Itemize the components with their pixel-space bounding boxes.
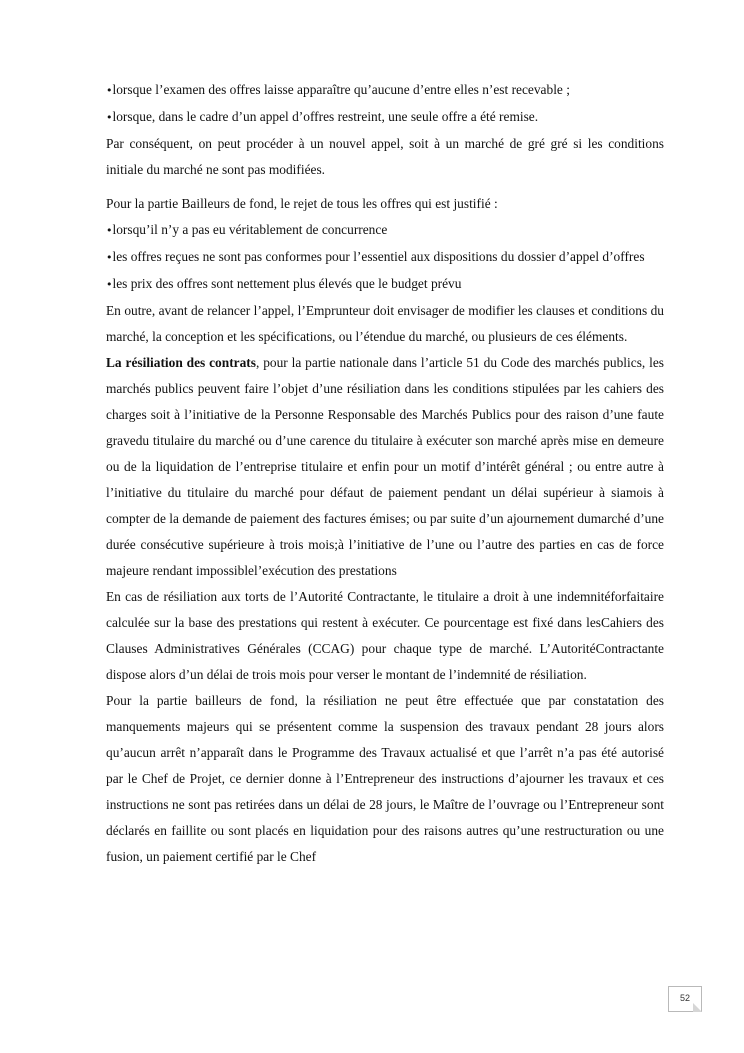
bullet-item: [106, 104, 664, 131]
paragraph: En cas de résiliation aux torts de l’Autorité Contractante, le titulaire a droit à une indemnitéforfaitaire calculée sur la base des prestations qui restent à exécuter. Ce pourcentage est fixé dans lesCahiers des Clauses Administratives Générales (CCAG) pour chaque type de marché. L’AutoritéContractante dispose alors d’un délai de trois mois pour verser le montant de l’indemnité de résiliation.: [106, 589, 664, 682]
bullet-icon: •: [106, 278, 113, 291]
paragraph: Par conséquent, on peut procéder à un nouvel appel, soit à un marché de gré gré si les conditions initiale du marché ne sont pas modifiées.: [106, 136, 664, 177]
bullet-item: [106, 77, 664, 104]
page-number: 52: [679, 993, 690, 1003]
bullet-icon: •: [106, 84, 113, 97]
bullet-item: [106, 217, 664, 244]
bullet-text: lorsqu’il n’y a pas eu véritablement de concurrence: [112, 222, 388, 237]
bullet-icon: •: [106, 111, 113, 124]
paragraph: Pour la partie Bailleurs de fond, le rejet de tous les offres qui est justifié :: [106, 196, 498, 211]
bullet-item: [106, 244, 664, 271]
paragraph: Pour la partie bailleurs de fond, la résiliation ne peut être effectuée que par constatation des manquements majeurs qui se présentent comme la suspension des travaux pendant 28 jours alors qu’aucun arrêt n’apparaît dans le Programme des Travaux actualisé et que l’arrêt n’a pas été autorisé par le Chef de Projet, ce dernier donne à l’Entrepreneur des instructions d’ajourner les travaux et ces instructions ne sont pas retirées dans un délai de 28 jours, le Maître de l’ouvrage ou l’Entrepreneur sont déclarés en faillite ou sont placés en liquidation pour des raisons autres qu’une restructuration ou une fusion, un paiement certifié par le Chef: [106, 693, 664, 864]
bullet-text: les prix des offres sont nettement plus élevés que le budget prévu: [112, 276, 462, 291]
bullet-text: lorsque, dans le cadre d’un appel d’offres restreint, une seule offre a été remise.: [112, 109, 539, 124]
paragraph-text: , pour la partie nationale dans l’article 51 du Code des marchés publics, les marchés publics peuvent faire l’objet d’une résiliation dans les conditions stipulées par les cahiers des charges soit à l’initiative de la Personne Responsable des Marchés Publics pour des raison d’une faute gravedu titulaire du marché ou d’une carence du titulaire à exécuter son marché après mise en demeure ou de la liquidation de l’entreprise titulaire et enfin pour un motif d’intérêt général ; ou entre autre à l’initiative du titulaire du marché pour défaut de paiement pendant un délai supérieur à siamois à compter de la demande de paiement des factures émises; ou par suite d’un ajournement dumarché d’une durée consécutive supérieure à trois mois;à l’initiative de l’une ou l’autre des parties en cas de force majeure rendant impossiblel’exécution des prestations: [106, 355, 664, 578]
paragraph-spacer: [106, 183, 664, 191]
paragraph: En outre, avant de relancer l’appel, l’Emprunteur doit envisager de modifier les clauses et conditions du marché, la conception et les spécifications, ou l’étendue du marché, ou plusieurs de ces éléments.: [106, 303, 664, 344]
bullet-icon: •: [106, 224, 113, 237]
page-curl-icon: [693, 1003, 702, 1012]
bullet-item: [106, 271, 664, 298]
bullet-text: lorsque l’examen des offres laisse apparaître qu’aucune d’entre elles n’est recevable ;: [112, 82, 570, 97]
section-heading-inline: La résiliation des contrats: [106, 355, 256, 370]
paragraph-termination: [106, 350, 664, 584]
bullet-text: les offres reçues ne sont pas conformes pour l’essentiel aux dispositions du dossier d’appel d’offres: [112, 249, 645, 264]
bullet-icon: •: [106, 251, 113, 264]
page-number-box: [668, 986, 702, 1012]
document-body: [106, 77, 664, 870]
